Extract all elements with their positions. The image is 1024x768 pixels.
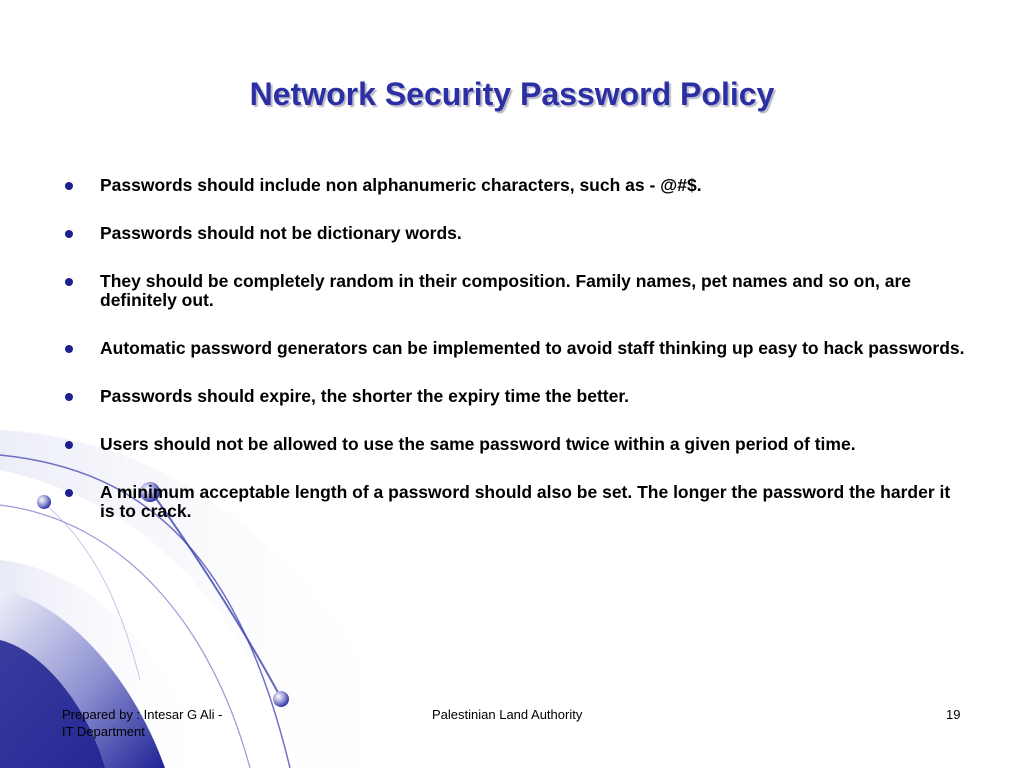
footer-author-line1: Prepared by : Intesar G Ali - (62, 707, 223, 722)
bullet-item (60, 224, 965, 243)
bullet-item (60, 483, 965, 521)
bullet-text: A minimum acceptable length of a password should also be set. The longer the password the harder it is to crack. (100, 482, 951, 521)
bullet-text: Automatic password generators can be implemented to avoid staff thinking up easy to hack passwords. (100, 338, 965, 358)
bullet-text: Passwords should not be dictionary words. (100, 223, 462, 243)
bullet-dot-icon (65, 182, 73, 190)
bullet-dot-icon (65, 441, 73, 449)
bullet-item (60, 339, 965, 358)
bullet-list (60, 176, 965, 550)
footer-author (62, 706, 222, 740)
bullet-text: Passwords should include non alphanumeric characters, such as - @#$. (100, 175, 702, 195)
bullet-dot-icon (65, 230, 73, 238)
slide-title: Network Security Password Policy (249, 76, 775, 112)
footer-organization: Palestinian Land Authority (432, 707, 583, 722)
bullet-dot-icon (65, 393, 73, 401)
footer-author-line2: IT Department (62, 724, 145, 739)
bullet-item (60, 387, 965, 406)
bullet-text: Users should not be allowed to use the same password twice within a given period of time. (100, 434, 856, 454)
bullet-text: They should be completely random in their composition. Family names, pet names and so on, are definitely out. (100, 271, 912, 310)
bullet-item (60, 435, 965, 454)
bullet-dot-icon (65, 489, 73, 497)
bullet-text: Passwords should expire, the shorter the expiry time the better. (100, 386, 630, 406)
bullet-item (60, 272, 965, 310)
bullet-item (60, 176, 965, 195)
bullet-dot-icon (65, 345, 73, 353)
slide-number: 19 (946, 707, 961, 722)
bullet-dot-icon (65, 278, 73, 286)
